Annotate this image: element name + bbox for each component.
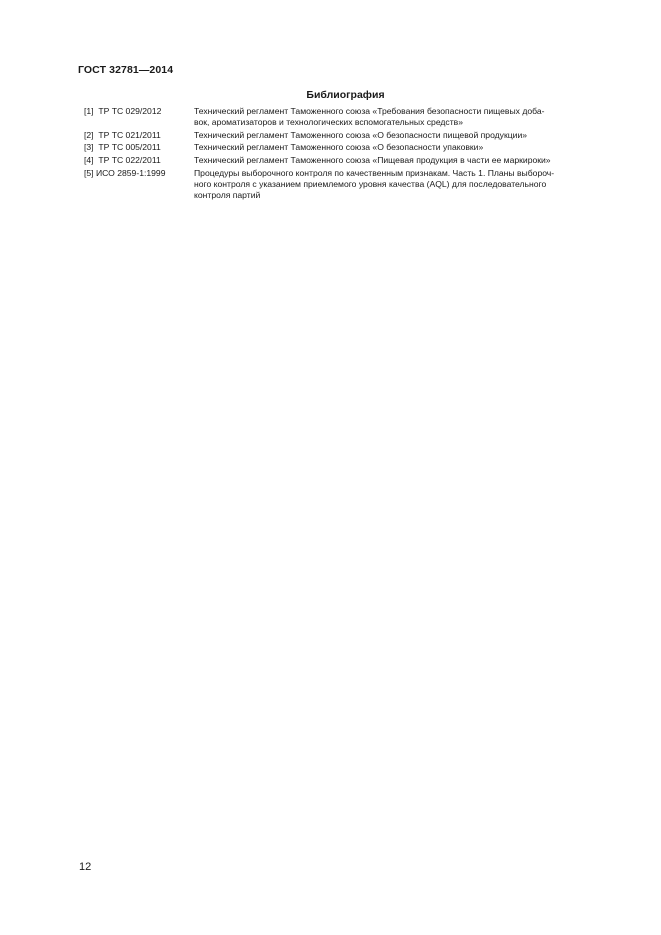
bibliography-entry [84,106,614,128]
bibliography-entry-ref: [4] ТР ТС 022/2011 [84,154,161,165]
bibliography-entry-ref: [5] ИСО 2859-1:1999 [84,167,166,178]
bibliography-entry-text: Технический регламент Таможенного союза «Пищевая продукция в части ее маркироки» [194,154,551,165]
bibliography-entry [84,168,614,202]
bibliography-entry [84,155,614,166]
page-number: 12 [79,861,92,873]
bibliography-entry [84,142,614,153]
bibliography-list [84,106,614,203]
bibliography-entry-text: Технический регламент Таможенного союза «О безопасности упаковки» [194,142,484,153]
bibliography-entry-text: Технический регламент Таможенного союза «Требования безопасности пищевых доба- вок, ароматизаторов и технологических вспомогательных средств» [194,106,545,128]
bibliography-entry-ref: [2] ТР ТС 021/2011 [84,129,161,140]
document-code-header: ГОСТ 32781—2014 [78,64,174,76]
bibliography-entry-text: Технический регламент Таможенного союза «О безопасности пищевой продукции» [194,129,528,140]
bibliography-entry-ref: [1] ТР ТС 029/2012 [84,106,162,116]
bibliography-entry-text: Процедуры выборочного контроля по качественным признакам. Часть 1. Планы выбороч- ного контроля с указанием приемлемого уровня качества (AQL) для последовательного контроля партий [194,167,555,200]
bibliography-title: Библиография [306,89,385,101]
bibliography-entry-ref: [3] ТР ТС 005/2011 [84,142,161,153]
bibliography-entry [84,130,614,141]
